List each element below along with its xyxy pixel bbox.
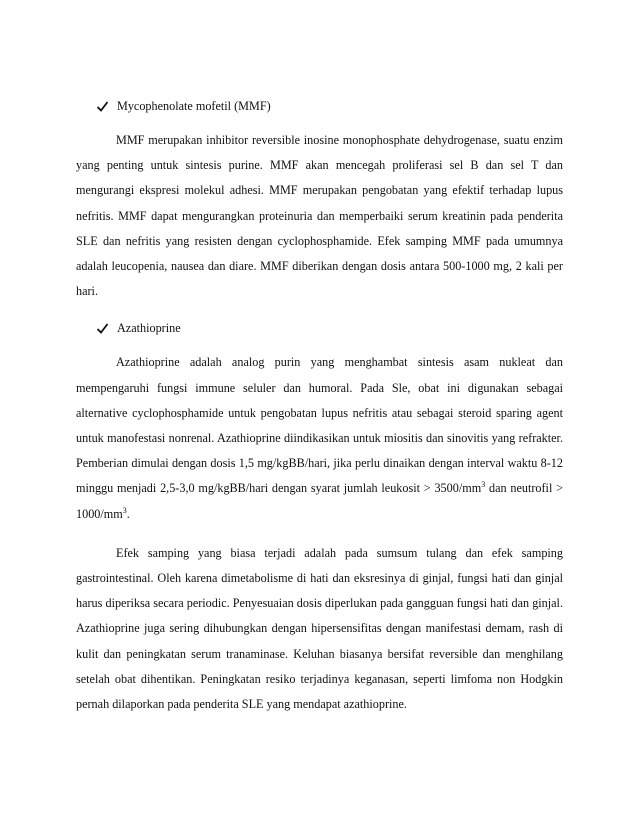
checkmark-icon bbox=[96, 100, 109, 113]
paragraph-mmf: MMF merupakan inhibitor reversible inosine monophosphate dehydrogenase, suatu enzim yang penting untuk sintesis purine. MMF akan mencegah proliferasi sel B dan sel T dan mengurangi ekspresi molekul adhesi. MMF merupakan pengobatan yang efektif terhadap lupus nefritis. MMF dapat mengurangkan proteinuria dan memperbaiki serum kreatinin pada penderita SLE dan nefritis yang resisten dengan cyclophosphamide. Efek samping MMF pada umumnya adalah leucopenia, nausea dan diare. MMF diberikan dengan dosis antara 500-1000 mg, 2 kali per hari. bbox=[76, 133, 563, 299]
superscript: 3 bbox=[481, 480, 486, 490]
section-heading-azathioprine bbox=[96, 318, 563, 338]
checkmark-icon bbox=[96, 322, 109, 335]
paragraph-text: dan neutrofil > 1000/mm bbox=[76, 481, 563, 521]
superscript: 3 bbox=[122, 505, 127, 515]
section-heading-mmf bbox=[96, 96, 563, 116]
document-body bbox=[76, 96, 563, 717]
section-title: Azathioprine bbox=[117, 320, 181, 335]
paragraph-text: . bbox=[126, 506, 130, 521]
paragraph-text: Azathioprine adalah analog purin yang menghambat sintesis asam nukleat dan mempengaruhi fungsi immune seluler dan humoral. Pada Sle, obat ini digunakan sebagai alternative cyclophosphamide untuk pengobatan lupus nefritis atau sebagai steroid sparing agent untuk manofestasi nonrenal. Azathioprine diindikasikan untuk miositis dan sinovitis yang refrakter. Pemberian dimulai dengan dosis 1,5 mg/kgBB/hari, jika perlu dinaikan dengan interval waktu 8-12 minggu menjadi 2,5-3,0 mg/kgBB/hari dengan syarat jumlah leukosit > 3500/mm bbox=[76, 355, 563, 496]
paragraph-azathioprine-dosage bbox=[76, 350, 563, 526]
paragraph-azathioprine-side-effects: Efek samping yang biasa terjadi adalah pada sumsum tulang dan efek samping gastrointestinal. Oleh karena dimetabolisme di hati dan eksresinya di ginjal, fungsi hati dan ginjal harus diperiksa secara periodic. Penyesuaian dosis diperlukan pada gangguan fungsi hati dan ginjal. Azathioprine juga sering dihubungkan dengan hipersensifitas dengan manifestasi demam, rash di kulit dan peningkatan serum tranaminase. Keluhan biasanya bersifat reversible dan menghilang setelah obat dihentikan. Peningkatan resiko terjadinya keganasan, seperti limfoma non Hodgkin pernah dilaporkan pada penderita SLE yang mendapat azathioprine. bbox=[76, 545, 563, 712]
section-title: Mycophenolate mofetil (MMF) bbox=[117, 98, 271, 113]
